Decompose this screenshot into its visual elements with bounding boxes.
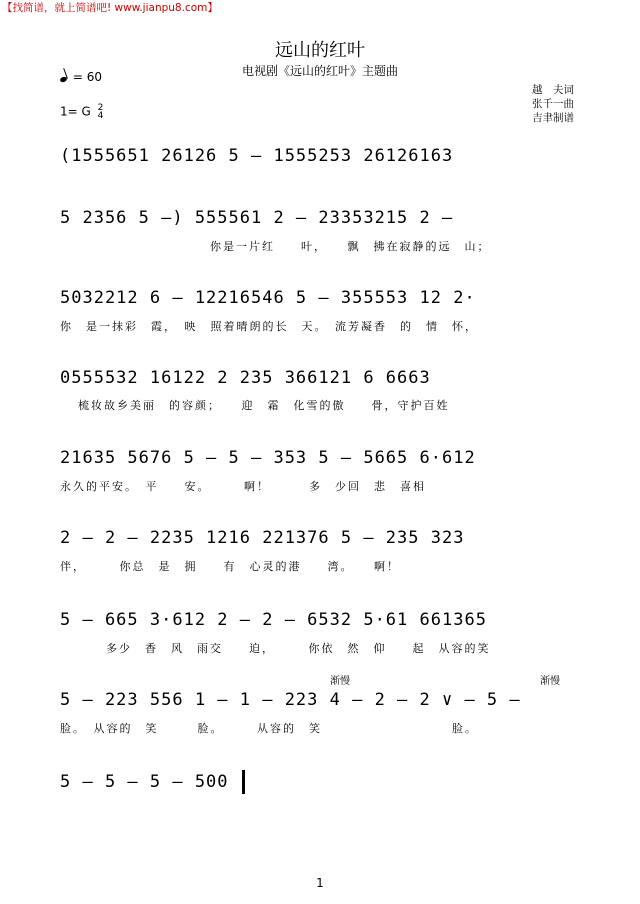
rit-annotation: 渐慢	[540, 676, 560, 687]
song-title: 远山的红叶	[275, 40, 365, 61]
music-row-1: (1555651 26126 5 — 1555253 26126163	[60, 146, 454, 166]
music-row-4: 0555532 16122 2 235 366121 6 6663	[60, 368, 431, 388]
lyric-row-6: 伴， 你总 是 拥 有 心灵的港 湾。 啊！	[60, 560, 400, 573]
final-barline	[242, 770, 245, 794]
lyric-row-3: 你 是一抹彩 霞， 映 照着晴朗的长 天。 流芳凝香 的 情 怀，	[60, 320, 478, 333]
tempo-marking	[60, 70, 102, 84]
key-label: 1= G	[60, 104, 91, 119]
time-bottom: 4	[97, 111, 104, 121]
music-row-7: 5 — 665 3·612 2 — 2 — 6532 5·61 661365	[60, 610, 487, 630]
lyric-row-2: 你是一片红 叶， 飘 拂在寂静的远 山；	[210, 240, 491, 253]
slow-annotation: 渐慢	[330, 676, 350, 687]
page-number: 1	[316, 876, 324, 890]
quarter-note-icon	[59, 76, 67, 83]
music-row-6: 2 — 2 — 2235 1216 221376 5 — 235 323	[60, 528, 465, 548]
lyric-row-5: 永久的平安。 平 安。 啊！ 多 少回 悲 喜相	[60, 480, 426, 493]
time-top: 2	[97, 103, 104, 113]
lyric-row-7: 多少 香 风 雨交 迫， 你依 然 仰 起 从容的笑	[106, 642, 491, 655]
watermark-text[interactable]: 【找简谱，就上简谱吧! www.jianpu8.com】	[2, 2, 218, 14]
music-row-5: 21635 5676 5 — 5 — 353 5 — 5665 6·612	[60, 448, 476, 468]
music-row-3: 5032212 6 — 12216546 5 — 355553 12 2·	[60, 288, 476, 308]
credit-composer: 张千一曲	[532, 98, 574, 110]
music-row-9: 5 — 5 — 5 — 500	[60, 772, 229, 792]
lyric-row-8: 脸。 从容的 笑 脸。 从容的 笑 脸。	[60, 722, 478, 735]
time-signature	[98, 104, 104, 120]
credit-lyricist: 越 夫词	[532, 84, 574, 96]
key-signature	[60, 104, 103, 120]
music-row-2: 5 2356 5 —) 555561 2 — 23353215 2 —	[60, 208, 454, 228]
lyric-row-4: 梳妆故乡美丽 的容颜； 迎 霜 化雪的傲 骨，守护百姓	[78, 399, 450, 412]
credit-transcriber: 吉聿制谱	[532, 112, 574, 124]
song-subtitle: 电视剧《远山的红叶》主题曲	[241, 64, 398, 78]
music-row-8: 5 — 223 556 1 — 1 — 223 4 — 2 — 2 ∨ — 5 —	[60, 690, 521, 710]
tempo-value: = 60	[72, 70, 102, 84]
